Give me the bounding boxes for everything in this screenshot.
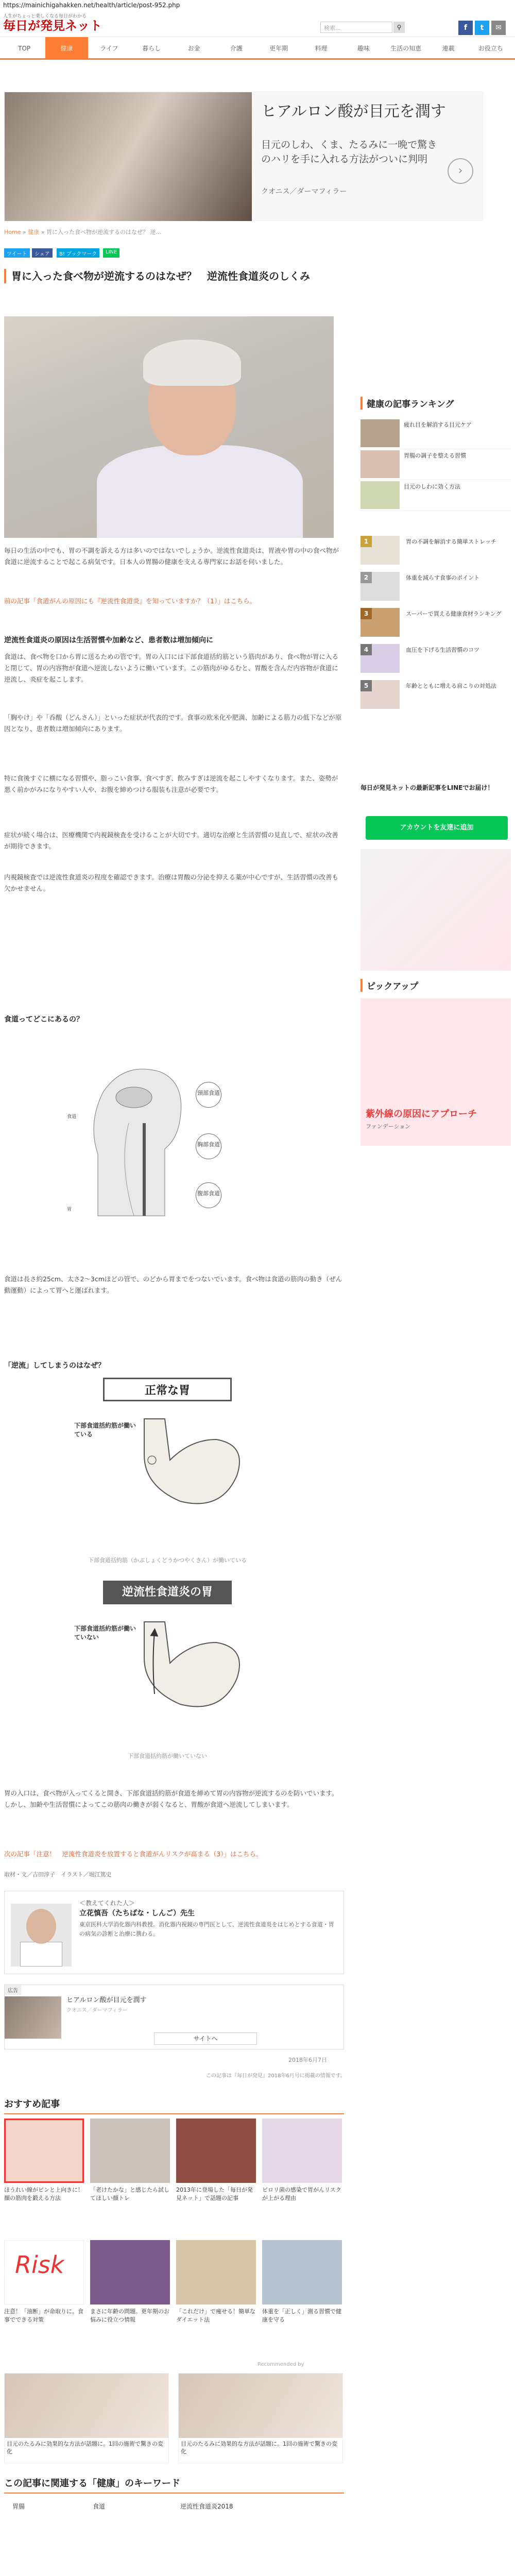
esophagus-anatomy-diagram	[67, 1061, 268, 1221]
tagline: 人生がちょっと楽しくなる毎日がわかる	[3, 14, 87, 19]
top-ad-banner[interactable]	[4, 92, 483, 221]
inline-ad[interactable]	[4, 1985, 344, 2049]
ranking-item[interactable]: 4 血圧を下げる生活習慣のコツ	[360, 644, 511, 673]
pickup-heading: ピックアップ	[360, 979, 511, 992]
normal-stomach-label: 下部食道括約筋が働いている	[74, 1422, 136, 1438]
label-esophagus: 食道	[67, 1114, 77, 1120]
article-paragraph: 食道は、食べ物を口から胃に送るための管です。胃の入口には下部食道括約筋という筋肉があり、食べ物が胃に入ると閉じて、胃の内容物が食道へ逆流しないように働いています。この筋肉がゆるむと、胃酸を含んだ内容物が食道に逆流し、炎症を起こします。	[4, 653, 339, 683]
article-title: 胃に入った食べ物が逆流するのはなぜ？ 逆流性食道炎のしくみ	[4, 269, 354, 283]
sidebar-top-list	[360, 418, 511, 521]
facebook-icon[interactable]: f	[458, 21, 473, 35]
keyword-link[interactable]: 逆流性食道炎2018	[180, 2503, 233, 2510]
breadcrumb: Home » 健康 » 胃に入った食べ物が逆流するのはなぜ？ 逆…	[4, 229, 162, 235]
article-hero-image	[4, 316, 334, 538]
ranking-item[interactable]: 2 体重を減らす食事のポイント	[360, 572, 511, 601]
section-heading: 逆流性食道炎の原因は生活習慣や加齢など、患者数は増加傾向に	[4, 636, 213, 645]
gerd-stomach-figure	[67, 1581, 268, 1745]
tweet-button[interactable]: ツイート	[4, 248, 30, 258]
ad-title: ヒアルロン酸が目元を潤す	[261, 103, 446, 121]
recommended-heading: おすすめ記事	[4, 2097, 344, 2114]
sidebar-item[interactable]: 目元のしわに効く方法	[360, 480, 511, 511]
ad-title: ヒアルロン酸が目元を潤す	[66, 1996, 147, 2004]
article-credit: 取材・文／吉田淳子 イラスト／堀江篤史	[4, 1871, 112, 1878]
next-article-link[interactable]: 次の記事「注意！ 逆流性食道炎を放置すると食道がんリスクが高まる（3）」はこちら。	[4, 1850, 263, 1858]
sidebar-item[interactable]: 胃腸の調子を整える習慣	[360, 449, 511, 480]
ad-sponsor: クオニス／ダーマフィラー	[66, 2008, 128, 2013]
ad-tag: 広告	[5, 1985, 21, 1995]
breadcrumb-home[interactable]: Home	[4, 229, 21, 235]
source-note: この記事は『毎日が発見』2018年6月号に掲載の情報です。	[206, 2073, 346, 2079]
nav-item[interactable]: 暮らし	[142, 45, 161, 52]
publish-date: 2018年6月7日	[288, 2057, 327, 2063]
ad-body: 目元のしわ、くま、たるみに一晩で驚きのハリを手に入れる方法がついに判明	[261, 139, 437, 165]
article-paragraph: 胃の入口は、食べ物が入ってくると開き、下部食道括約筋が食道を締めて胃の内容物が逆流するのを防いでいます。しかし、加齢や生活習慣によってこの筋肉の働きが弱くなると、胃酸が食道へ逆流してしまいます。	[4, 1789, 338, 1808]
search-icon[interactable]: ⚲	[393, 22, 405, 33]
recommended-card[interactable]: Risk 注意！「油断」が命取りに。食事でできる対策	[4, 2240, 84, 2359]
recommended-card[interactable]: ほうれい線がピンと上向きに！顔の筋肉を鍛える方法	[4, 2119, 84, 2237]
ad-advertiser: クオニス／ダーマフィラー	[261, 188, 347, 196]
recommended-card[interactable]: 「これだけ」で痩せる！簡単なダイエット法	[176, 2240, 256, 2359]
facebook-share-button[interactable]: シェア	[32, 248, 53, 258]
main-nav	[0, 37, 515, 60]
line-share-button[interactable]: LINE	[103, 248, 119, 258]
nav-item[interactable]: 料理	[315, 45, 328, 52]
line-add-friend-button[interactable]: アカウントを友達に追加	[366, 816, 508, 840]
gerd-stomach-caption: 下部食道括約筋が働いていない	[128, 1753, 207, 1759]
label-thoracic-esophagus: 胸部食道	[196, 1133, 221, 1159]
keywords-heading: この記事に関連する「健康」のキーワード	[4, 2476, 344, 2494]
author-label: ＜教えてくれた人＞	[79, 1900, 135, 1907]
normal-stomach-figure	[67, 1378, 268, 1532]
breadcrumb-category[interactable]: 健康	[28, 229, 40, 235]
section-heading: 食道ってどこにあるの？	[4, 1015, 83, 1024]
label-abdominal-esophagus: 腹部食道	[196, 1182, 221, 1208]
pickup-ad-sub: ファンデーション	[366, 1123, 411, 1130]
recommended-card[interactable]: まさに年齢の問題。更年期のお悩みに役立つ情報	[90, 2240, 170, 2359]
label-cervical-esophagus: 頸部食道	[196, 1082, 221, 1108]
author-box	[4, 1891, 344, 1974]
nav-item[interactable]: 介護	[230, 45, 243, 52]
gerd-stomach-illustration	[67, 1612, 268, 1745]
keyword-link[interactable]: 食道	[93, 2503, 106, 2510]
sponsored-card[interactable]: 目元のたるみに効果的な方法が話題に。1回の施術で驚きの変化	[178, 2373, 343, 2463]
ad-image	[5, 92, 252, 221]
search-input[interactable]: 検索...	[320, 22, 392, 33]
recommended-card[interactable]: ピロリ菌の感染で胃がんリスクが上がる理由	[262, 2119, 342, 2237]
site-header	[0, 11, 515, 37]
nav-item[interactable]: ライフ	[100, 45, 118, 52]
pickup-ad-title: 紫外線の原因にアプローチ	[366, 1109, 477, 1120]
twitter-icon[interactable]: t	[475, 21, 489, 35]
keyword-link[interactable]: 胃腸	[12, 2503, 25, 2510]
nav-item[interactable]: 趣味	[357, 45, 370, 52]
ranking-item[interactable]: 1 胃の不調を解消する簡単ストレッチ	[360, 536, 511, 565]
mail-icon[interactable]: ✉	[491, 21, 506, 35]
nav-item[interactable]: お金	[187, 45, 200, 52]
recommended-card[interactable]: 2013年に登場した「毎日が発見ネット」で話題の記事	[176, 2119, 256, 2237]
ad-thumbnail	[5, 1996, 61, 2039]
author-description: 東京医科大学消化器内科教授。消化器内視鏡の専門医として、逆流性食道炎をはじめとする食道・胃の病気の診断と治療に携わる。	[79, 1921, 334, 1937]
label-stomach: 胃	[67, 1207, 72, 1212]
recommended-card[interactable]: 「老けたかな」と感じたら試してほしい顔トレ	[90, 2119, 170, 2237]
anatomy-illustration	[67, 1061, 268, 1221]
hatena-bookmark-button[interactable]: B! ブックマーク	[57, 248, 99, 258]
normal-stomach-caption: 下部食道括約筋（かぶしょくどうかつやくきん）が働いている	[88, 1557, 247, 1564]
address-bar[interactable]: https://mainichigahakken.net/health/article/post-952.php	[0, 0, 515, 11]
article-paragraph: 症状が続く場合は、医療機関で内視鏡検査を受けることが大切です。適切な治療と生活習慣の見直しで、症状の改善が期待できます。	[4, 831, 338, 850]
author-photo	[11, 1904, 72, 1967]
chevron-right-icon[interactable]: ›	[448, 158, 473, 184]
sponsored-card[interactable]: 目元のたるみに効果的な方法が話題に。1回の施術で驚きの変化	[4, 2373, 169, 2463]
normal-stomach-illustration	[67, 1409, 268, 1532]
recommended-card[interactable]: 体重を「正しく」測る習慣で健康を守る	[262, 2240, 342, 2359]
sidebar-item[interactable]: 疲れ目を解消する目元ケア	[360, 418, 511, 449]
article-paragraph: 食道は長さ約25cm、太さ2〜3cmほどの管で、のどから胃までをつないでいます。食べ物は食道の筋肉の動き（ぜん動運動）によって胃へと運ばれます。	[4, 1275, 342, 1294]
article-paragraph: 内視鏡検査では逆流性食道炎の程度を確認できます。治療は胃酸の分泌を抑える薬が中心ですが、生活習慣の改善も欠かせません。	[4, 873, 339, 892]
gerd-stomach-title: 逆流性食道炎の胃	[103, 1581, 232, 1604]
ad-site-button[interactable]: サイトへ	[154, 2032, 257, 2045]
nav-item-active[interactable]: 健康	[45, 37, 88, 58]
nav-item[interactable]: 更年期	[269, 45, 288, 52]
line-banner-text: 毎日が発見ネットの最新記事をLINEでお届け！	[360, 784, 494, 791]
article-paragraph: 特に食後すぐに横になる習慣や、脂っこい食事、食べすぎ、飲みすぎは逆流を起こしやすくなります。また、姿勢が悪く前かがみになりやすい人や、お腹を締めつける服装も注意が必要です。	[4, 774, 338, 793]
nav-item[interactable]: TOP	[18, 45, 31, 52]
gerd-stomach-label: 下部食道括約筋が働いていない	[74, 1625, 136, 1641]
article-intro: 毎日の生活の中でも、胃の不調を訴える方は多いのではないでしょうか。逆流性食道炎は、胃液や胃の中の食べ物が食道に逆流することで起こる病気です。日本人の胃腸の健康を支える専門家にお話を伺いました。	[4, 547, 339, 566]
article-paragraph: 「胸やけ」や「呑酸（どんさん）」といった症状が代表的です。食事の欧米化や肥満、加齢による筋力の低下などが原因となり、患者数は増加傾向にあります。	[4, 714, 342, 733]
nav-item[interactable]: 生活の知恵	[390, 45, 422, 52]
author-name: 立花慎吾（たちばな・しんご）先生	[79, 1909, 195, 1918]
normal-stomach-title: 正常な胃	[103, 1378, 232, 1401]
pickup-ad[interactable]	[360, 998, 511, 1146]
breadcrumb-current: 胃に入った食べ物が逆流するのはなぜ？ 逆…	[46, 229, 162, 235]
nav-item[interactable]: 連載	[442, 45, 455, 52]
prev-article-link[interactable]: 前の記事「食道がんの原因にも『逆流性食道炎』を知っていますか？（1）」はこちら。	[4, 597, 256, 605]
sidebar-ranking-heading: 健康の記事ランキング	[360, 397, 511, 410]
recommended-by: Recommended by	[258, 2362, 304, 2367]
sidebar-ad[interactable]	[360, 849, 511, 971]
ranking-item[interactable]: 5 年齢とともに増える肩こりの対処法	[360, 680, 511, 709]
section-heading: 「逆流」してしまうのはなぜ？	[4, 1362, 105, 1370]
ranking-item[interactable]: 3 スーパーで買える健康食材ランキング	[360, 608, 511, 637]
nav-item[interactable]: お役立ち	[478, 45, 503, 52]
site-logo[interactable]: 毎日が発見ネット	[3, 19, 102, 33]
